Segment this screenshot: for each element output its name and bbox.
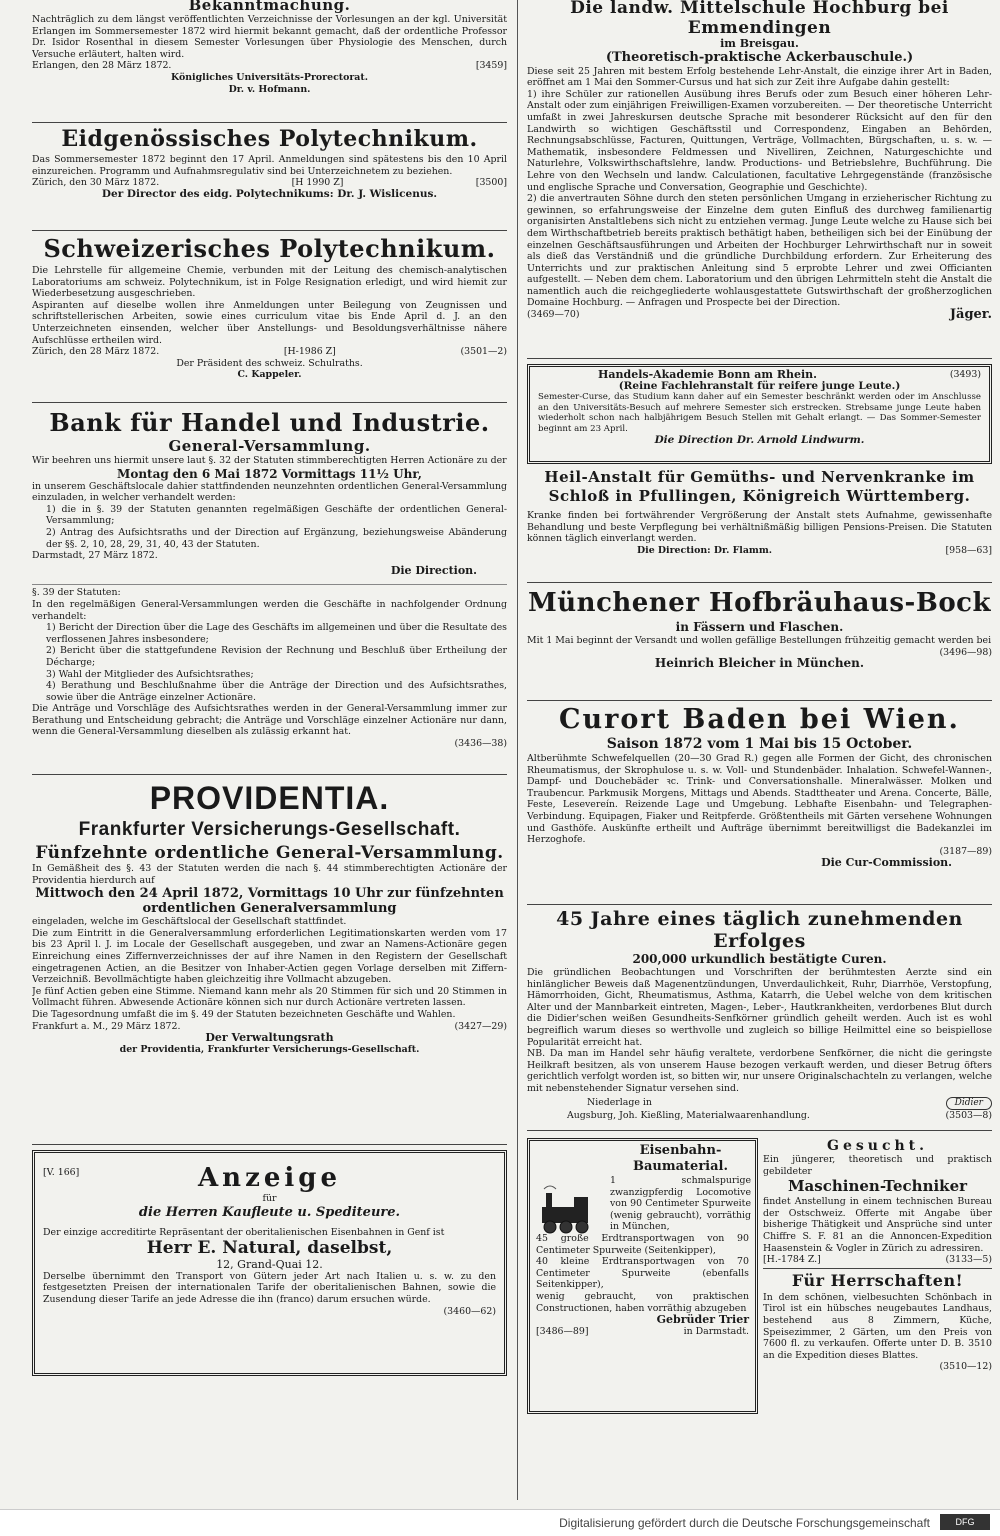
ad-dateline: [527, 309, 992, 321]
ad-text: Altberühmte Schwefelquellen (20—30 Grad R.) gegen alle Formen der Gicht, des chronischen Rheumatismus, der Skrophulose u. s. w. Voll- und Stundenbäder. Inhalation. Schwefel-Wannen-, Dampf- und Douchebäder ꝛc. Trink- und Conversationshalle. Mineralwässer. Molken und Traubencur. Parkmusik Morgens, Mittags und Abends. Stadttheater und Arena. Concerte, Bälle, Feste, Lesevereín. Reizende Lage und Umgebung. Lebhafte Eisenbahn- und Telegraphen-Verbindung. Equipagen, Fiaker und Reitpferde. Größtentheils mit Gärten versehene Wohnungen und Gasthöfe. Auskünfte ertheilt und Aufträge übernimmt bereitwilligst die Badekanzlei im Herzoghofe.: [527, 753, 992, 846]
ad-ref: (3493): [949, 369, 981, 380]
ad-title: 45 Jahre eines täglich zunehmenden Erfolges: [556, 908, 963, 952]
ad-sign: Die Direction Dr. Arnold Lindwurm.: [654, 433, 865, 446]
ad-title: Für Herrschaften!: [791, 1270, 964, 1290]
ad-sign: Königliches Universitäts-Prorectorat.: [171, 71, 368, 83]
ad-text-3: Die zum Eintritt in die Generalversammlung erforderlichen Legitimationskarten werden vom 17 bis 23 April l. J. im Locale der Gesellschaft ausgegeben, und zwar an Namens-Actionäre gegen Einreichung eines Ziffernverzeichnisses der auf ihre Namen in den Registern der Gesellschaft eingetragenen Actien, an die Besitzer von Inhaber-Actien gegen Vorlage derselben mit Ziffern-Verzeichniß. Bevollmächtigte haben gleichzeitig ihre Vollmacht abzugeben.: [32, 927, 507, 986]
ad-date-line: Mittwoch den 24 April 1872, Vormittags 10 Uhr zur fünfzehnten ordentlichen Generalversammlung: [35, 886, 504, 917]
ad-footer-line: [763, 1254, 992, 1266]
ad-item: 2) Antrag des Aufsichtsraths und der Direction auf Ergänzung, beziehungsweise Abänderung der §§. 2, 10, 28, 29, 31, 40, 43 der Statuten.: [46, 526, 507, 550]
ad-sub-2: (Theoretisch-praktische Ackerbauschule.): [605, 49, 914, 65]
ad-heil-anstalt: [527, 464, 992, 583]
ad-ref: [3500]: [475, 177, 507, 189]
ad-title: Die landw. Mittelschule Hochburg bei Emmendingen: [570, 0, 949, 38]
ad-depot: Niederlage in: [587, 1096, 652, 1108]
ad-item: 45 große Erdtransportwagen von 90 Centimeter Spurweite (Seitenkipper),: [536, 1232, 749, 1256]
ad-text-2: 1) ihre Schüler zur rationellen Ausübung ihres Berufs oder zum Besuch einer höheren Lehr-Anstalt oder zum einjährigen Freiwilligen-Examen vorzubereiten. — Der theoretische Unterricht umfaßt in zwei Jahreskursen deutsche Sprache mit besonderer Rücksicht auf den für den Landwirth so wichtigen Geschäftsstil und Correspondenz, Eingaben an Behörden, Rechnungsabschlüsse, Facturen, Quittungen, Verträge, Vollmachten, Bürgschaften, u. s. w. — Mathematik, insbesondere Feldmessen und Nivelliren, Zeichnen, Naturgeschichte und Naturlehre, Volkswirthschaftslehre, landw. Productions- und Betriebslehre, Buchführung. Die Lehre von den Wechseln und landw. Calculationen, facultative Lehrgegenstände (französische und englische Sprache und Conversation, Geographie und Geschichte).: [527, 88, 992, 193]
ad-code: [H.-1784 Z.]: [763, 1254, 821, 1266]
ad-nb: NB. Da man im Handel sehr häufig veraltete, verdorbene Senfkörner, die nicht die geringste Heilkraft besitzen, als von unserem Hause bezogen verkauft werden, und dieser Betrug öfters gerichtlich verfolgt worden ist, so bitten wir, nur unsere Originalschachteln zu verlangen, welche mit nebenstehender Signatur versehen sind.: [527, 1048, 992, 1094]
ad-right-small: [763, 1138, 992, 1408]
ad-handels-akademie-box: [527, 364, 992, 464]
ad-text-3: 2) die anvertrauten Söhne durch den steten persönlichen Umgang in erzieherischer Richtung zu gewinnen, so erfahrungsweise der Einzelne dem guten Einfluß des durchweg familienartig organisirten Anstaltlebens sich nicht zu entziehen vermag. Junge Leute welche zu Hause sich bei dem Wirthschaftbetrieb bereits praktisch bethätigt haben, betheiligen sich bei der Einübung der einzelnen Geschäftsausführungen und Arbeiten der Hochburger Lehrwirthschaft nur in soweit als dieß das Verständniß und die gründliche Durchbildung erfordern. Zur Erheiterung des Unterrichts und zur praktischen Anleitung sind 5 erprobte Lehrer und zwei Officianten aufgestellt. — Neben dem chem. Laboratorium und den übrigen Lehrmitteln steht die Anstalt die namentlich auch die reichgegliederte wohlausgestattete Gutswirthschaft der großherzoglichen Domaine Hochburg. — Anfragen und Prospecte bei der Direction.: [527, 193, 992, 309]
ad-subtitle: Frankfurter Versicherungs-Gesellschaft.: [78, 819, 461, 840]
ad-text-2: eingeladen, welche im Geschäftslocal der Gesellschaft stattfindet.: [32, 916, 347, 928]
ad-ref: (3133—5): [945, 1254, 992, 1266]
ad-heading: Fünfzehnte ordentliche General-Versammlung.: [35, 843, 504, 863]
ad-date: Darmstadt, 27 März 1872.: [32, 550, 158, 562]
ad-text-1: Ein jüngerer, theoretisch und praktisch gebildeter: [763, 1154, 992, 1177]
ad-gesucht: [763, 1138, 992, 1269]
ad-title: Gesucht.: [827, 1138, 928, 1154]
ad-sign: Die Direction: Dr. Flamm.: [637, 544, 773, 556]
dfg-logo: DFG: [940, 1514, 990, 1530]
ad-title: Anzeige: [198, 1163, 341, 1193]
ad-curort-baden: [527, 700, 992, 905]
ad-text-2: findet Anstellung in einem technischen Bureau der Ostschweiz. Offerte mit Angabe über bisherige Thätigkeit und Ansprüche sind unter Chiffre S. F. 81 an die Annoncen-Expedition Haasenstein & Vogler in Zürich zu adressiren.: [763, 1196, 992, 1254]
ad-text-1: Diese seit 25 Jahren mit bestem Erfolg bestehende Lehr-Anstalt, die einzige ihrer Art in Baden, eröffnet am 1 Mai den Sommer-Cursus und hat sich zur Zeit ihre Aufgabe dahin gestellt:: [527, 65, 992, 89]
ad-item: 40 kleine Erdtransportwagen von 70 Centimeter Spurweite (ebenfalls Seitenkipper),: [536, 1256, 749, 1291]
ad-eisenbahn-box: [527, 1138, 758, 1414]
ad-date: Frankfurt a. M., 29 März 1872.: [32, 1020, 181, 1032]
ad-title-2: Baumaterial.: [633, 1159, 728, 1174]
ad-text: Nachträglich zu dem längst veröffentlichten Verzeichnisse der Vorlesungen an der kgl. Universität Erlangen im Sommersemester 1872 wird hiermit bekannt gemacht, daß der ordentliche Professor Dr. Isidor Rosenthal in diesem Semester Vorlesungen über Physiologie des Menschen, durch Versuche erläutert, halten wird.: [32, 14, 507, 60]
footer-credit: Digitalisierung gefördert durch die Deutsche Forschungsgemeinschaft: [559, 1516, 930, 1530]
ad-header: [538, 369, 981, 381]
ad-text-4: Je fünf Actien geben eine Stimme. Niemand kann mehr als 20 Stimmen für sich und 20 Stimmen in Vollmacht führen. Abwesende Actionäre können sich nur durch Actionäre vertreten lassen.: [32, 985, 507, 1009]
ad-ref: (3496—98): [939, 646, 992, 658]
ad-date: Zürich, den 28 März 1872.: [32, 346, 160, 358]
ad-place: in Darmstadt.: [683, 1325, 749, 1337]
ad-herrschaften: [763, 1271, 992, 1373]
newspaper-page: [12, 0, 992, 1510]
ad-dateline: [527, 545, 992, 557]
ad-sign-2: der Providentia, Frankfurter Versicherungs-Gesellschaft.: [119, 1043, 420, 1055]
ad-text-2: Derselbe übernimmt den Transport von Gütern jeder Art nach Italien u. s. w. zu den festgesetzten Preisen der internationalen Tarife der oberitalienischen Bahnen, sowie die Zusendung dieser Tarife an jede Adresse die ihn (franco) darum ersuchen würde.: [43, 1270, 496, 1305]
ad-text-4: Die Anträge und Vorschläge des Aufsichtsrathes werden in der General-Versammlung immer zur Berathung und Entscheidung gebracht; die Anträge und Vorschläge einzelner Actionäre nur dann, wenn die General-Versammlung dieselben als zulässig erkannt hat.: [32, 703, 507, 738]
ad-providentia: [32, 774, 507, 1145]
ad-text-1: In Gemäßheit des §. 43 der Statuten werden die nach §. 44 stimmberechtigten Actionäre der Providentia hierdurch auf: [32, 863, 507, 886]
locomotive-icon: [536, 1181, 596, 1241]
ad-sign: Heinrich Bleicher in München.: [654, 656, 865, 671]
ad-title: Handels-Akademie Bonn am Rhein.: [598, 368, 817, 381]
ad-sub-1: im Breisgau.: [720, 37, 799, 50]
ad-sign: Der Director des eidg. Polytechnikums: Dr. J. Wislicenus.: [101, 187, 438, 200]
ad-title: Münchener Hofbräuhaus-Bock: [527, 588, 992, 618]
ad-subtitle: General-Versammlung.: [168, 437, 371, 455]
ad-ref: (3460—62): [443, 1305, 496, 1317]
ad-title-1: Eisenbahn-: [639, 1143, 722, 1158]
ad-ref: [3486—89]: [536, 1325, 589, 1337]
ad-text-1: Wir beehren uns hiermit unsere laut §. 32 der Statuten stimmberechtigten Herren Actionäre zu der: [32, 455, 507, 466]
ad-ref: (3436—38): [454, 738, 507, 750]
column-divider: [517, 0, 518, 1500]
ad-sign: Der Präsident des schweiz. Schulraths.: [176, 357, 363, 369]
ad-item: 2) Bericht über die stattgefundene Revision der Rechnung und Beschluß über Ertheilung der Décharge;: [46, 645, 507, 668]
ad-sign: Gebrüder Trier: [656, 1313, 749, 1327]
ad-schweiz-polytechnikum: [32, 230, 507, 403]
ad-date: Zürich, den 30 März 1872.: [32, 177, 160, 189]
ad-ref: [3459]: [475, 60, 507, 72]
ad-ref: (3503—8): [945, 1110, 992, 1122]
ad-depot-line: [527, 1097, 992, 1111]
ad-hofbraeuhaus: [527, 582, 992, 701]
ad-name-line: Herr E. Natural, daselbst,: [146, 1238, 393, 1259]
ad-text-3: In den regelmäßigen General-Versammlungen werden die Geschäfte in nachfolgender Ordnung verhandelt:: [32, 598, 507, 622]
ad-text: Mit 1 Mai beginnt der Versandt und wollen gefällige Bestellungen frühzeitig gemacht werden bei: [527, 635, 992, 646]
ad-title: Curort Baden bei Wien.: [559, 704, 960, 735]
ad-sign: Die Cur-Commission.: [821, 856, 952, 870]
ad-item: 1) Bericht der Direction über die Lage des Geschäfts im allgemeinen und über die Resultate des verflossenen Jahres insbesondere;: [46, 622, 507, 645]
ad-dateline: [32, 346, 507, 358]
ad-text-5: Die Tagesordnung umfaßt die im §. 49 der Statuten bezeichneten Geschäfte und Wahlen.: [32, 1008, 456, 1020]
ad-item: 4) Berathung und Beschlußnahme über die Anträge der Direction und des Aufsichtsrathes, sowie über die Anträge einzelner Actionäre.: [46, 680, 507, 703]
ad-sign-name: Dr. v. Hofmann.: [228, 83, 311, 95]
ad-sign: Der Verwaltungsrath: [205, 1031, 334, 1045]
ad-anzeige-box: [32, 1150, 507, 1376]
ad-footer-line: [536, 1326, 749, 1338]
ad-subtitle: die Herren Kaufleute u. Spediteure.: [138, 1204, 401, 1220]
ad-text: Das Sommersemester 1872 beginnt den 17 April. Anmeldungen sind spätestens bis den 10 April einzureichen. Programm und Aufnahmsregulativ sind bei Unterzeichnetem zu beziehen.: [32, 154, 507, 177]
ad-title: Bank für Handel und Industrie.: [49, 408, 490, 437]
ad-text: In dem schönen, vielbesuchten Schönbach in Tirol ist ein hübsches neugebautes Landhaus, bestehend aus 8 Zimmern, Küche, Speisezimmer, 2 Gärten, um den Preis von 7600 fl. zu verkaufen. Offerte unter D. B. 3510 an die Expedition dieses Blattes.: [763, 1291, 992, 1361]
footer-bar: [0, 1509, 1000, 1536]
ad-text-2: Aspiranten auf dieselbe wollen ihre Anmeldungen unter Beilegung von Zeugnissen und schriftstellerischen Arbeiten, sowie eines curriculum vitae bis Ende April d. J. an den Unterzeichneten einsenden, welcher über Anstellungs- und Besoldungsverhältnisse nähere Aufschlüsse ertheilen wird.: [32, 299, 507, 346]
ad-ref: (3187—89): [939, 845, 992, 857]
ad-erlangen: [32, 0, 507, 123]
ad-title: Schweizerisches Polytechnikum.: [43, 234, 496, 263]
ad-bank-handel-industrie: [32, 402, 507, 775]
ad-title: PROVIDENTIA.: [149, 780, 390, 816]
ad-title: Bekanntmachung.: [188, 0, 351, 14]
ad-text-2: wenig gebraucht, von praktischen Constructionen, haben vorräthig abzugeben: [536, 1290, 749, 1314]
ad-item: 3) Wahl der Mitglieder des Aufsichtsrathes;: [46, 668, 254, 680]
ad-code: [H-1986 Z]: [283, 346, 336, 358]
ad-job: Maschinen-Techniker: [787, 1177, 968, 1196]
ad-text-1: Der einzige accreditirte Repräsentant der oberitalienischen Eisenbahnen in Genf ist: [43, 1226, 445, 1238]
ad-dateline: [32, 60, 507, 72]
ad-sign: Die Direction.: [390, 563, 477, 577]
ad-ref: (3501—2): [460, 346, 507, 358]
ad-text-1: Die Lehrstelle für allgemeine Chemie, verbunden mit der Leitung des chemisch-analytischen Laboratoriums am schweiz. Polytechnikum, ist in Folge Resignation erledigt, und wird hiemit zur Wiederbesetzung ausgeschrieben.: [32, 265, 507, 300]
ad-ref: (3469—70): [527, 309, 580, 321]
ad-eidg-polytechnikum: [32, 122, 507, 231]
ad-text: Die gründlichen Beobachtungen und Vorschriften der berühmtesten Aerzte sind ein hinlänglicher Beweis daß Magenentzündungen, Unverdaulichkeit, Ruhr, Diarrhöe, Verstopfung, Hämorrhoiden, Gicht, Rheumatismus, Asthma, Katarrh, die Uebel welche von dem kritischen Alter und der Mannbarkeit eintreten, Magen-, Leber-, Hautkrankheiten, verdorbenes Blut durch die Didier'schen weißen Gesundheits-Senfkörner gründlich geheilt werden. Auch ist es wohl begreiflich warum dieses so werthvolle und zugleich so billige Heilmittel eine so beispiellose Popularität erreicht hat.: [527, 967, 992, 1048]
ad-sign-name: C. Kappeler.: [237, 369, 302, 381]
ad-ref: [958—63]: [945, 544, 992, 556]
ad-sub: (Reine Fachlehranstalt für reifere junge Leute.): [618, 379, 901, 392]
ad-title: Eidgenössisches Polytechnikum.: [61, 126, 478, 152]
didier-signature: Didier: [946, 1097, 992, 1111]
ad-text: Semester-Curse, das Studium kann daher auf ein Semester beschränkt werden oder im Anschlusse an den Universitäts-Besuch auf mehrere Semester sich erstrecken. Strebsame junge Leute haben wiederholt schon nach halbjährigem Besuch Stellen mit Gehalt erlangt. — Das Sommer-Semester beginnt am 23 April.: [538, 392, 981, 434]
ad-seller: Augsburg, Joh. Kießling, Materialwaarenhandlung.: [567, 1110, 810, 1122]
ad-code: [V. 166]: [43, 1167, 80, 1178]
ad-ref: (3510—12): [939, 1361, 992, 1373]
ad-sign: Jäger.: [949, 307, 992, 323]
ad-code: [H 1990 Z]: [291, 177, 344, 189]
ad-title: Heil-Anstalt für Gemüths- und Nervenkranke im Schloß in Pfullingen, Königreich Württemberg.: [544, 468, 975, 505]
ad-date: Erlangen, den 28 März 1872.: [32, 60, 172, 72]
ad-fuer: für: [262, 1193, 277, 1204]
ad-sub: in Fässern und Flaschen.: [675, 620, 844, 634]
ad-hochburg: [527, 0, 992, 359]
ad-seller-line: [527, 1110, 992, 1122]
ad-para: §. 39 der Statuten:: [32, 584, 507, 599]
ad-sub: 200,000 urkundlich bestätigte Curen.: [632, 952, 887, 966]
ad-item: 1) die in §. 39 der Statuten genannten regelmäßigen Geschäfte der ordentlichen General-Versammlung;: [46, 503, 507, 527]
ad-text-2: in unserem Geschäftslocale dahier stattfindenden neunzehnten ordentlichen General-Versammlung einzuladen, in welcher verhandelt werden:: [32, 480, 507, 504]
ad-season: Saison 1872 vom 1 Mai bis 15 October.: [606, 736, 913, 752]
ad-address: 12, Grand-Quai 12.: [216, 1258, 323, 1272]
ad-text: Kranke finden bei fortwährender Vergrößerung der Anstalt stets Aufnahme, gewissenhafte Behandlung und beste Verpflegung bei verhältnißmäßig billigen Pensions-Preisen. Die Statuten können täglich einverlangt werden.: [527, 510, 992, 545]
ad-didier: [527, 904, 992, 1131]
ad-text: 1 schmalspurige zwanzigpferdig Locomotive von 90 Centimeter Spurweite (wenig gebraucht), vorräthig in München,: [610, 1175, 751, 1233]
ad-date-line: Montag den 6 Mai 1872 Vormittags 11½ Uhr,: [117, 466, 422, 481]
ad-ref: (3427—29): [454, 1020, 507, 1032]
